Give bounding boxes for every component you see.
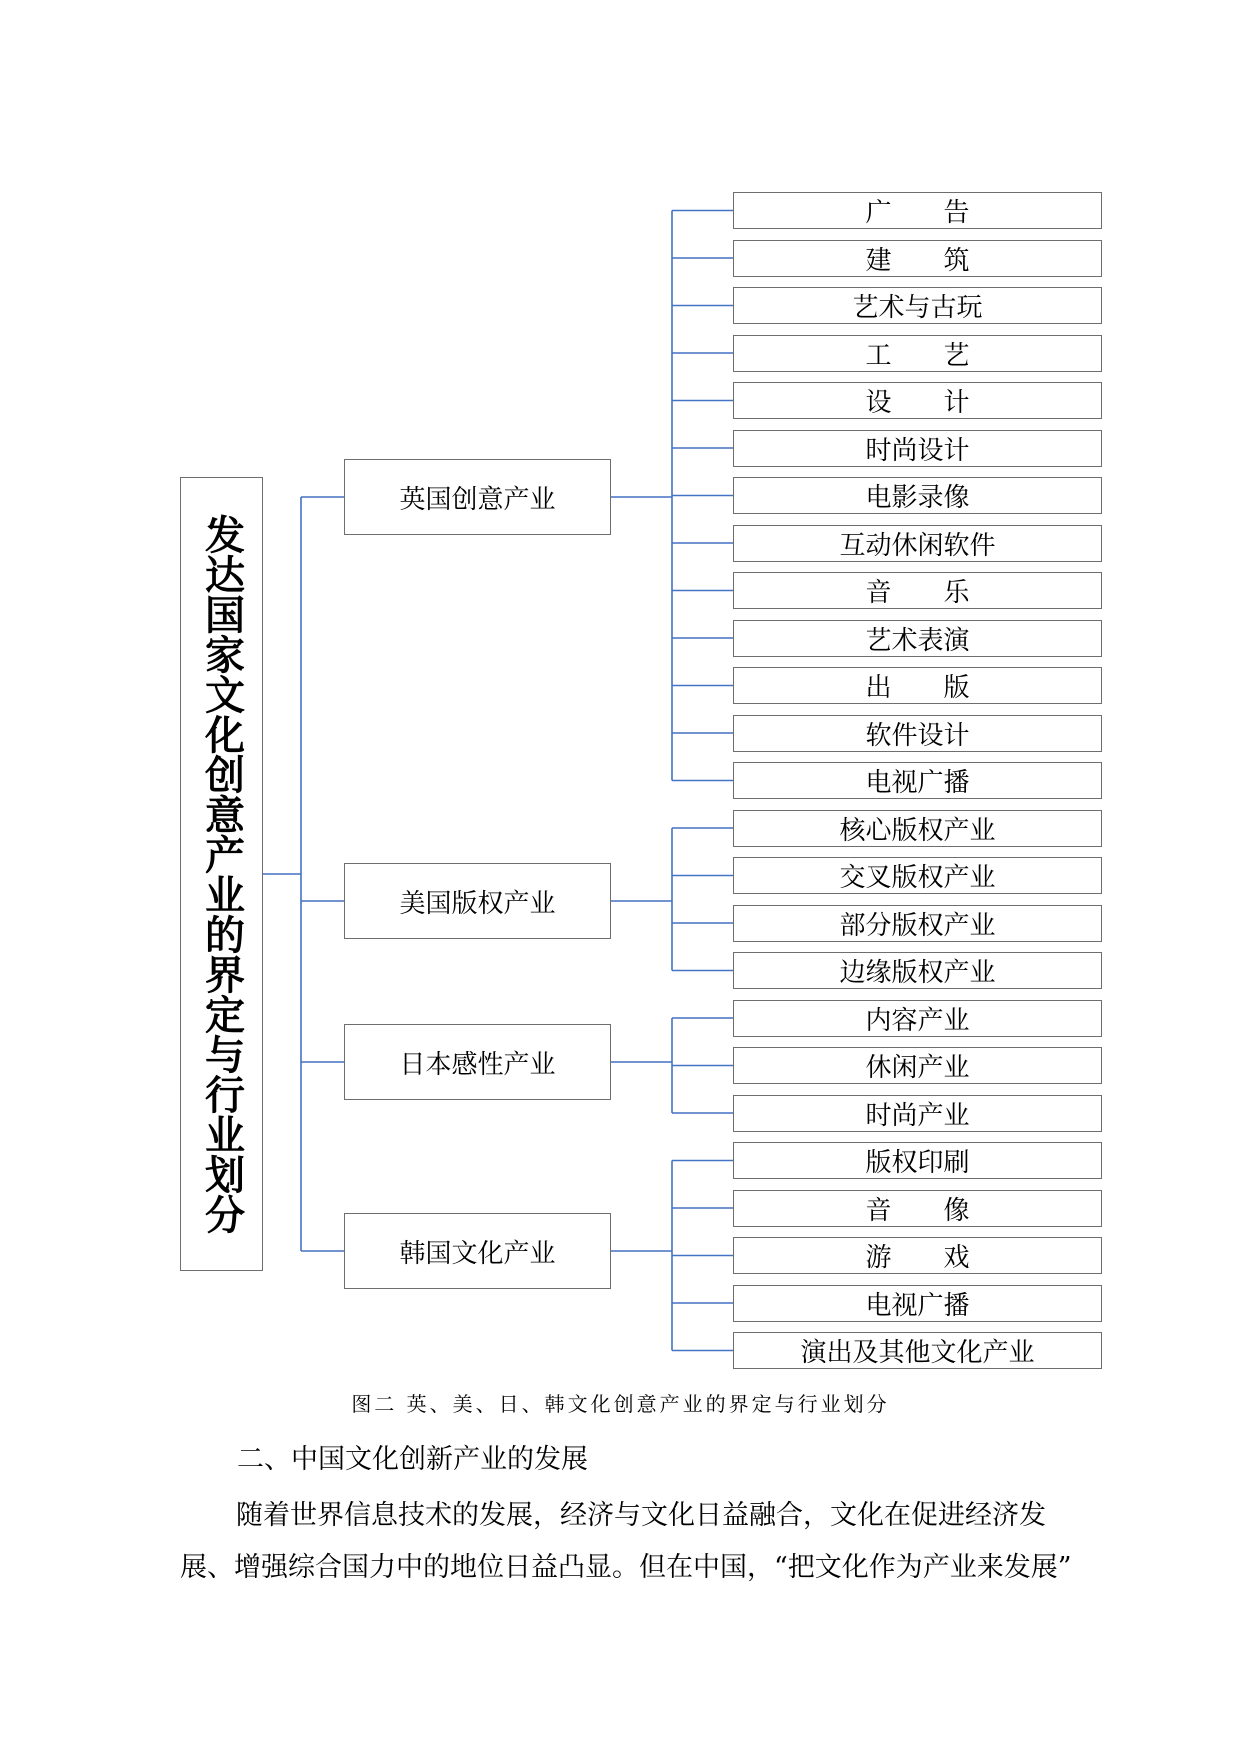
leaf-box: 电影录像 bbox=[733, 477, 1102, 514]
leaf-box: 游 戏 bbox=[733, 1237, 1102, 1274]
leaf-box: 艺术与古玩 bbox=[733, 287, 1102, 324]
leaf-box: 部分版权产业 bbox=[733, 905, 1102, 942]
branch-box: 日本感性产业 bbox=[344, 1024, 611, 1100]
body-paragraph bbox=[180, 1490, 1120, 1594]
leaf-box: 出 版 bbox=[733, 667, 1102, 704]
leaf-box: 版权印刷 bbox=[733, 1142, 1102, 1179]
leaf-box: 内容产业 bbox=[733, 1000, 1102, 1037]
leaf-box: 时尚产业 bbox=[733, 1095, 1102, 1132]
figure-caption: 图二 英、美、日、韩文化创意产业的界定与行业划分 bbox=[351, 1392, 890, 1416]
branch-box: 英国创意产业 bbox=[344, 459, 611, 535]
branch-box: 韩国文化产业 bbox=[344, 1213, 611, 1289]
leaf-box: 软件设计 bbox=[733, 715, 1102, 752]
root-title: 发达国家文化创意产业的界定与行业划分 bbox=[198, 514, 245, 1234]
leaf-box: 音 像 bbox=[733, 1190, 1102, 1227]
paragraph-line-1: 随着世界信息技术的发展，经济与文化日益融合，文化在促进经济发 bbox=[236, 1500, 1046, 1531]
leaf-box: 休闲产业 bbox=[733, 1047, 1102, 1084]
leaf-box: 电视广播 bbox=[733, 762, 1102, 799]
leaf-box: 交叉版权产业 bbox=[733, 857, 1102, 894]
leaf-box: 设 计 bbox=[733, 382, 1102, 419]
leaf-box: 建 筑 bbox=[733, 240, 1102, 277]
root-box bbox=[180, 477, 263, 1271]
paragraph-line-2: 展、增强综合国力中的地位日益凸显。但在中国，“把文化作为产业来发展” bbox=[180, 1552, 1072, 1583]
leaf-box: 演出及其他文化产业 bbox=[733, 1332, 1102, 1369]
branch-box: 美国版权产业 bbox=[344, 863, 611, 939]
section-heading: 二、中国文化创新产业的发展 bbox=[237, 1444, 588, 1475]
leaf-box: 电视广播 bbox=[733, 1285, 1102, 1322]
leaf-box: 艺术表演 bbox=[733, 620, 1102, 657]
leaf-box: 互动休闲软件 bbox=[733, 525, 1102, 562]
leaf-box: 广 告 bbox=[733, 192, 1102, 229]
leaf-box: 核心版权产业 bbox=[733, 810, 1102, 847]
leaf-box: 时尚设计 bbox=[733, 430, 1102, 467]
leaf-box: 边缘版权产业 bbox=[733, 952, 1102, 989]
leaf-box: 工 艺 bbox=[733, 335, 1102, 372]
leaf-box: 音 乐 bbox=[733, 572, 1102, 609]
